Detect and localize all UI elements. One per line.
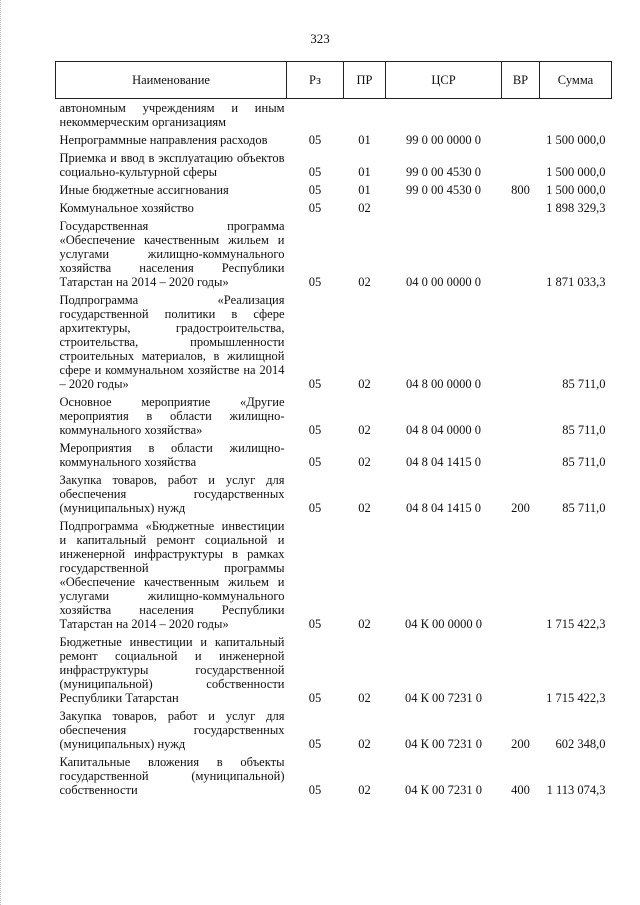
cell-csr [386, 199, 502, 217]
cell-csr: 99 0 00 4530 0 [406, 165, 481, 179]
cell-vr [502, 291, 540, 393]
cell-pr: 02 [358, 783, 371, 797]
cell-rz: 05 [308, 201, 322, 215]
cell-rz: 05 [308, 423, 322, 437]
table-row [56, 753, 612, 799]
cell-name: Подпрограмма «Реализация государственной политики в сфере архитектуры, градостроительства, строительства, промышленности строительных материалов, в жилищной сфере и коммунальном хозяйстве на 2014 – 2020 годы» [59, 293, 285, 391]
cell-sum: 85 711,0 [562, 377, 606, 391]
table-row [56, 471, 612, 517]
cell-csr: 04 К 00 0000 0 [404, 617, 483, 631]
cell-vr [502, 131, 540, 149]
cell-sum: 1 500 000,0 [546, 183, 606, 197]
cell-pr [344, 99, 386, 132]
cell-pr: 01 [358, 183, 371, 197]
cell-pr: 02 [358, 501, 371, 515]
cell-vr [502, 439, 540, 471]
cell-pr: 02 [358, 377, 371, 391]
header-vr: ВР [502, 62, 540, 99]
cell-name: Основное мероприятие «Другие мероприятия в области жилищно-коммунального хозяйства» [59, 395, 285, 437]
cell-rz: 05 [308, 783, 322, 797]
cell-name: Иные бюджетные ассигнования [59, 183, 229, 197]
cell-rz: 05 [308, 691, 322, 705]
cell-sum: 85 711,0 [562, 423, 606, 437]
cell-vr [502, 217, 540, 291]
cell-pr: 02 [358, 737, 371, 751]
cell-name: Коммунальное хозяйство [59, 201, 194, 215]
page-edge [0, 0, 2, 905]
cell-pr: 02 [358, 455, 371, 469]
table-row [56, 291, 612, 393]
cell-pr: 02 [358, 423, 371, 437]
cell-pr: 01 [358, 165, 371, 179]
cell-vr [502, 393, 540, 439]
cell-pr: 02 [358, 617, 371, 631]
cell-sum: 1 500 000,0 [546, 133, 606, 147]
table-row [56, 439, 612, 471]
table-row [56, 99, 612, 132]
cell-rz: 05 [308, 275, 322, 289]
cell-sum: 85 711,0 [562, 455, 606, 469]
cell-rz: 05 [308, 455, 322, 469]
cell-vr [502, 149, 540, 181]
cell-pr: 02 [358, 201, 371, 215]
cell-sum: 1 715 422,3 [546, 617, 606, 631]
cell-csr: 04 К 00 7231 0 [404, 691, 483, 705]
cell-vr [502, 99, 540, 132]
cell-csr: 99 0 00 4530 0 [406, 183, 481, 197]
cell-name: Закупка товаров, работ и услуг для обеспечения государственных (муниципальных) нужд [59, 473, 285, 515]
cell-pr: 02 [358, 275, 371, 289]
cell-csr: 04 8 04 0000 0 [406, 423, 481, 437]
cell-name: Государственная программа «Обеспечение качественным жильем и услугами жилищно-коммунального хозяйства населения Республики Татарстан на 2014 – 2020 годы» [59, 219, 285, 289]
cell-rz: 05 [308, 617, 322, 631]
cell-sum [540, 99, 612, 132]
table-row [56, 217, 612, 291]
cell-vr: 800 [511, 183, 530, 197]
cell-sum: 1 500 000,0 [546, 165, 606, 179]
header-csr: ЦСР [386, 62, 502, 99]
table-row [56, 149, 612, 181]
cell-name: Мероприятия в области жилищно-коммунального хозяйства [59, 441, 285, 469]
cell-name: Бюджетные инвестиции и капитальный ремонт социальной и инженерной инфраструктуры государственной (муниципальной) собственности Республики Татарстан [59, 635, 285, 705]
cell-csr: 04 8 00 0000 0 [406, 377, 481, 391]
cell-name: Капитальные вложения в объекты государственной (муниципальной) собственности [59, 755, 285, 797]
cell-csr: 04 К 00 7231 0 [404, 737, 483, 751]
cell-csr: 04 8 04 1415 0 [406, 455, 481, 469]
cell-rz [287, 99, 344, 132]
cell-sum: 1 113 074,3 [546, 783, 606, 797]
cell-csr: 99 0 00 0000 0 [406, 133, 481, 147]
cell-name: Закупка товаров, работ и услуг для обеспечения государственных (муниципальных) нужд [59, 709, 285, 751]
cell-pr: 02 [358, 691, 371, 705]
cell-sum: 1 898 329,3 [546, 201, 606, 215]
cell-vr: 200 [511, 501, 530, 515]
cell-sum: 1 715 422,3 [546, 691, 606, 705]
cell-csr: 04 0 00 0000 0 [406, 275, 481, 289]
cell-rz: 05 [308, 133, 322, 147]
table-row [56, 633, 612, 707]
table-header-row [56, 62, 612, 99]
cell-csr: 04 К 00 7231 0 [404, 783, 483, 797]
cell-rz: 05 [308, 737, 322, 751]
header-name: Наименование [56, 62, 287, 99]
table-row [56, 131, 612, 149]
table-row [56, 199, 612, 217]
header-sum: Сумма [540, 62, 612, 99]
cell-rz: 05 [308, 501, 322, 515]
budget-table [55, 61, 612, 799]
cell-name: автономным учреждениям и иным некоммерческим организациям [59, 101, 285, 129]
cell-vr [502, 199, 540, 217]
cell-rz: 05 [308, 183, 322, 197]
header-pr: ПР [344, 62, 386, 99]
cell-rz: 05 [308, 377, 322, 391]
cell-vr [502, 517, 540, 633]
cell-sum: 602 348,0 [555, 737, 606, 751]
table-row [56, 517, 612, 633]
cell-csr: 04 8 04 1415 0 [406, 501, 481, 515]
table-row [56, 707, 612, 753]
cell-name: Непрограммные направления расходов [59, 133, 268, 147]
cell-vr: 400 [511, 783, 530, 797]
cell-vr [502, 633, 540, 707]
header-rz: Рз [287, 62, 344, 99]
cell-name: Приемка и ввод в эксплуатацию объектов социально-культурной сферы [59, 151, 285, 179]
cell-sum: 1 871 033,3 [546, 275, 606, 289]
cell-sum: 85 711,0 [562, 501, 606, 515]
cell-name: Подпрограмма «Бюджетные инвестиции и капитальный ремонт социальной и инженерной инфраструктуры в рамках государственной программы «Обеспечение качественным жильем и услугами жилищно-коммунального хозяйства населения Республики Татарстан на 2014 – 2020 годы» [59, 519, 285, 631]
cell-rz: 05 [308, 165, 322, 179]
cell-csr [386, 99, 502, 132]
page-number: 323 [310, 31, 330, 46]
table-row [56, 181, 612, 199]
cell-vr: 200 [511, 737, 530, 751]
cell-pr: 01 [358, 133, 371, 147]
table-row [56, 393, 612, 439]
